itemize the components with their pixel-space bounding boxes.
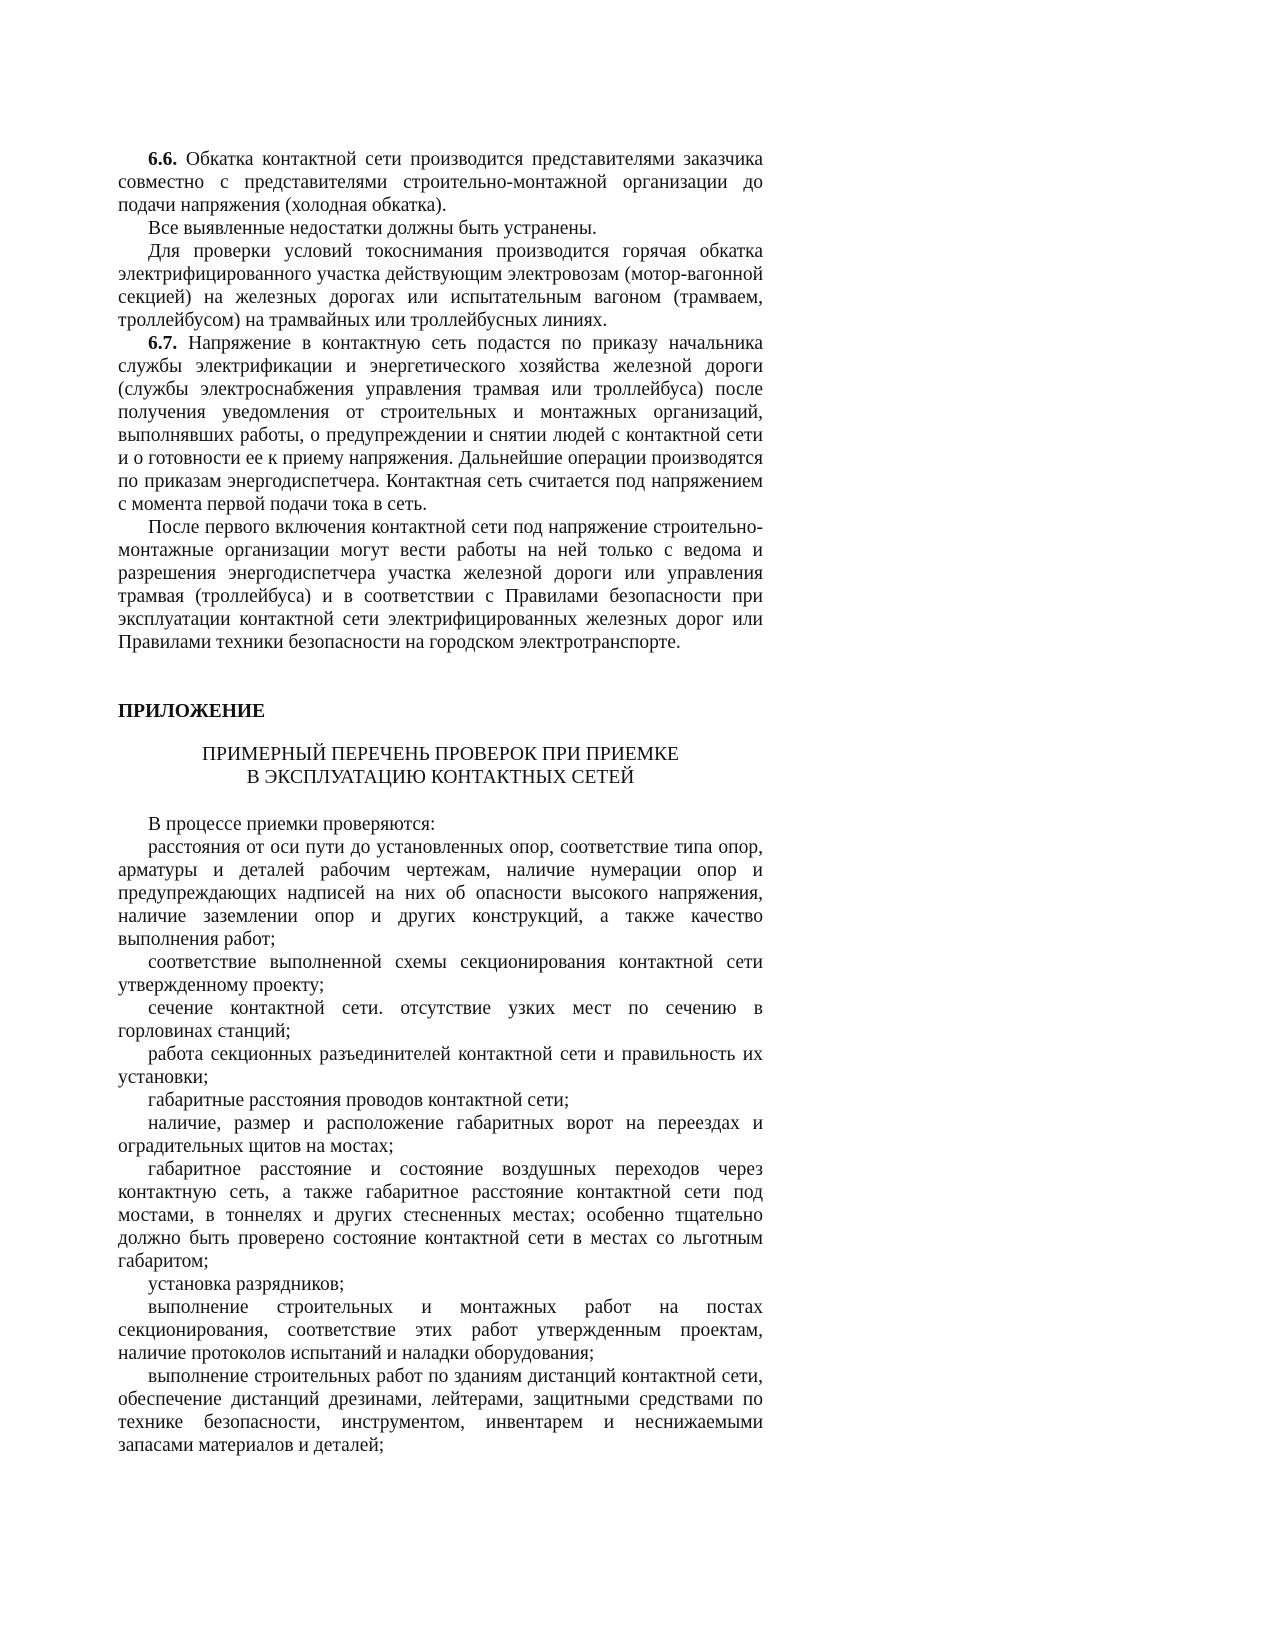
section-number-6-6: 6.6.: [148, 149, 178, 170]
spacer: [118, 789, 763, 813]
check-item: габаритное расстояние и состояние воздушных переходов через контактную сеть, а также габаритное расстояние контактной сети под мостами, в тоннелях и других стесненных местах; особенно тщательно должно быть проверено состояние контактной сети в местах со льготным габаритом;: [118, 1159, 763, 1272]
check-item: выполнение строительных работ по зданиям дистанций контактной сети, обеспечение дистанций дрезинами, лейтерами, защитными средствами по технике безопасности, инструментом, инвентарем и неснижаемыми запасами материалов и деталей;: [118, 1366, 763, 1456]
text-column: [118, 148, 763, 1457]
appendix-title-line-1: ПРИМЕРНЫЙ ПЕРЕЧЕНЬ ПРОВЕРОК ПРИ ПРИЕМКЕ: [202, 744, 679, 765]
paragraph-6-6: [118, 148, 763, 217]
check-item: соответствие выполненной схемы секционирования контактной сети утвержденному проекту;: [118, 952, 763, 996]
check-item: выполнение строительных и монтажных работ на постах секционирования, соответствие этих работ утвержденным проектам, наличие протоколов испытаний и наладки оборудования;: [118, 1297, 763, 1364]
check-item: сечение контактной сети. отсутствие узких мест по сечению в горловинах станций;: [118, 998, 763, 1042]
spacer: [118, 723, 763, 743]
check-item: работа секционных разъединителей контактной сети и правильность их установки;: [118, 1044, 763, 1088]
paragraph-6-6-text: Обкатка контактной сети производится представителями заказчика совместно с представителями строительно-монтажной организации до подачи напряжения (холодная обкатка).: [118, 149, 764, 216]
paragraph-6-7-text: Напряжение в контактную сеть подастся по приказу начальника службы электрификации и энергетического хозяйства железной дороги (службы электроснабжения управления трамвая или троллейбуса) после получения уведомления от строительных и монтажных организаций, выполнявших работы, о предупреждении и снятии людей с контактной сети и о готовности ее к приему напряжения. Дальнейшие операции производятся по приказам энергодиспетчера. Контактная сеть считается под напряжением с момента первой подачи тока в сеть.: [118, 333, 764, 515]
paragraph-after-energizing: После первого включения контактной сети под напряжение строительно-монтажные организации могут вести работы на ней только с ведома и разрешения энергодиспетчера участка железной дороги или управления трамвая (троллейбуса) и в соответствии с Правилами безопасности при эксплуатации контактной сети электрифицированных железных дорог или Правилами техники безопасности на городском электротранспорте.: [118, 517, 763, 653]
section-number-6-7: 6.7.: [148, 333, 178, 354]
appendix-intro: В процессе приемки проверяются:: [148, 814, 436, 835]
check-item: габаритные расстояния проводов контактной сети;: [148, 1090, 570, 1111]
paragraph-6-7: [118, 332, 763, 516]
check-item: установка разрядников;: [148, 1274, 345, 1295]
paragraph-defects: Все выявленные недостатки должны быть устранены.: [148, 218, 597, 239]
appendix-title-line-2: В ЭКСПЛУАТАЦИЮ КОНТАКТНЫХ СЕТЕЙ: [246, 767, 635, 788]
check-item: наличие, размер и расположение габаритных ворот на переездах и оградительных щитов на мостах;: [118, 1113, 763, 1157]
paragraph-hot-run: Для проверки условий токоснимания производится горячая обкатка электрифицированного участка действующим электровозам (мотор-вагонной секцией) на железных дорогах или испытательным вагоном (трамваем, троллейбусом) на трамвайных или троллейбусных линиях.: [118, 241, 763, 331]
appendix-heading: ПРИЛОЖЕНИЕ: [118, 701, 266, 722]
check-item: расстояния от оси пути до установленных опор, соответствие типа опор, арматуры и деталей рабочим чертежам, наличие нумерации опор и предупреждающих надписей на них об опасности высокого напряжения, наличие заземлении опор и других конструкций, а также качество выполнения работ;: [118, 837, 763, 950]
spacer: [118, 654, 763, 700]
